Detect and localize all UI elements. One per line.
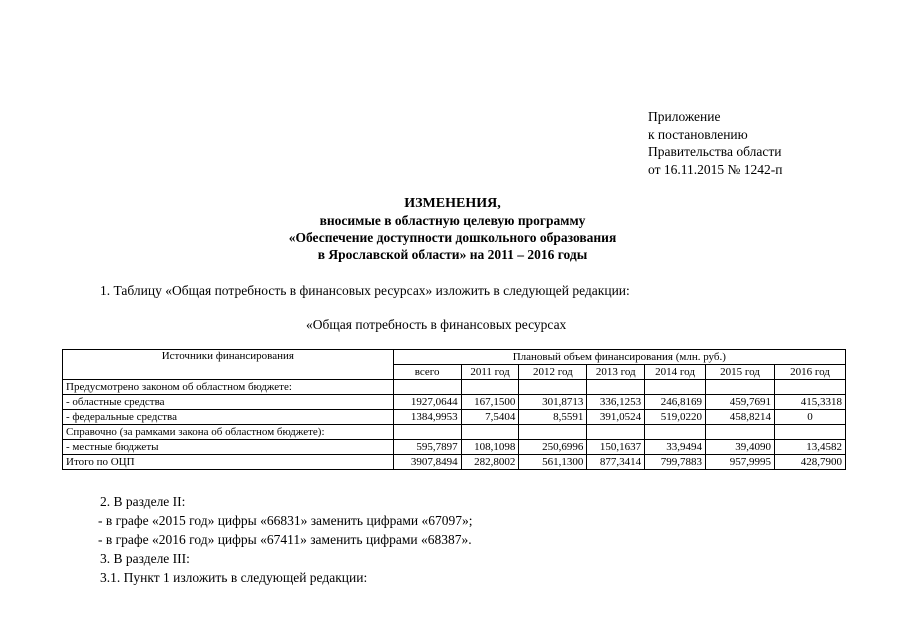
cell-value: 167,1500 (461, 395, 519, 410)
section-label: Предусмотрено законом об областном бюджете: (63, 380, 394, 395)
cell-value: 458,8214 (705, 410, 774, 425)
table-caption: «Общая потребность в финансовых ресурсах (306, 317, 567, 332)
cell-value: 428,7900 (774, 455, 845, 470)
table-row (63, 425, 846, 440)
cell-value: 1384,9953 (393, 410, 461, 425)
header-sources: Источники финансирования (63, 350, 394, 380)
addressee-line-3: Правительства области (648, 144, 782, 159)
cell-value: 282,8002 (461, 455, 519, 470)
cell-value: 561,1300 (519, 455, 587, 470)
cell-value: 877,3414 (587, 455, 645, 470)
financing-table (62, 349, 846, 470)
section-label: Справочно (за рамками закона об областном бюджете): (63, 425, 394, 440)
document-title (0, 195, 905, 263)
addressee-line-4: от 16.11.2015 № 1242-п (648, 161, 783, 177)
table-row (63, 440, 846, 455)
cell-value: 13,4582 (774, 440, 845, 455)
cell-value: 391,0524 (587, 410, 645, 425)
cell-value: 108,1098 (461, 440, 519, 455)
addressee-line-2: к постановлению (648, 126, 748, 142)
header-planned: Плановый объем финансирования (млн. руб.) (393, 350, 845, 365)
cell-value: 301,8713 (519, 395, 587, 410)
cell-value: 33,9494 (645, 440, 706, 455)
header-total: всего (393, 365, 461, 380)
cell-value: 1927,0644 (393, 395, 461, 410)
table-row (63, 455, 846, 470)
cell-value: 7,5404 (461, 410, 519, 425)
header-2012: 2012 год (519, 365, 587, 380)
table-row (63, 395, 846, 410)
addressee-block (648, 108, 782, 178)
cell-value: 595,7897 (393, 440, 461, 455)
row-label: - федеральные средства (63, 410, 394, 425)
cell-value: 246,8169 (645, 395, 706, 410)
cell-value: 150,1637 (587, 440, 645, 455)
header-2011: 2011 год (461, 365, 519, 380)
table-header-row (63, 350, 846, 365)
cell-value: 799,7883 (645, 455, 706, 470)
title-line-2: вносимые в областную целевую программу (319, 213, 586, 228)
cell-value: 8,5591 (519, 410, 587, 425)
addressee-line-1: Приложение (648, 109, 721, 124)
paragraph-2b: - в графе «2016 год» цифры «67411» заменить цифрами «68387». (98, 532, 472, 547)
paragraph-2a: - в графе «2015 год» цифры «66831» заменить цифрами «67097»; (98, 513, 473, 528)
row-label: - местные бюджеты (63, 440, 394, 455)
cell-value: 415,3318 (774, 395, 845, 410)
cell-value: 519,0220 (645, 410, 706, 425)
title-line-3: «Обеспечение доступности дошкольного образования (288, 230, 617, 245)
paragraph-3-1: 3.1. Пункт 1 изложить в следующей редакции: (100, 570, 368, 585)
cell-value: 336,1253 (587, 395, 645, 410)
title-line-1: ИЗМЕНЕНИЯ, (404, 196, 501, 211)
cell-value: 39,4090 (705, 440, 774, 455)
header-2016: 2016 год (774, 365, 845, 380)
header-2015: 2015 год (705, 365, 774, 380)
amendments-list (100, 492, 473, 587)
title-line-4: в Ярославской области» на 2011 – 2016 годы (317, 247, 588, 262)
paragraph-2: 2. В разделе II: (100, 494, 186, 509)
cell-value: 3907,8494 (393, 455, 461, 470)
paragraph-3: 3. В разделе III: (100, 551, 190, 566)
cell-value: 459,7691 (705, 395, 774, 410)
table-row (63, 380, 846, 395)
row-label: - областные средства (63, 395, 394, 410)
paragraph-1: 1. Таблицу «Общая потребность в финансовых ресурсах» изложить в следующей редакции: (100, 283, 630, 298)
cell-value: 957,9995 (705, 455, 774, 470)
row-label: Итого по ОЦП (63, 455, 394, 470)
table-row (63, 410, 846, 425)
header-2013: 2013 год (587, 365, 645, 380)
header-2014: 2014 год (645, 365, 706, 380)
cell-value: 0 (774, 410, 845, 425)
cell-value: 250,6996 (519, 440, 587, 455)
